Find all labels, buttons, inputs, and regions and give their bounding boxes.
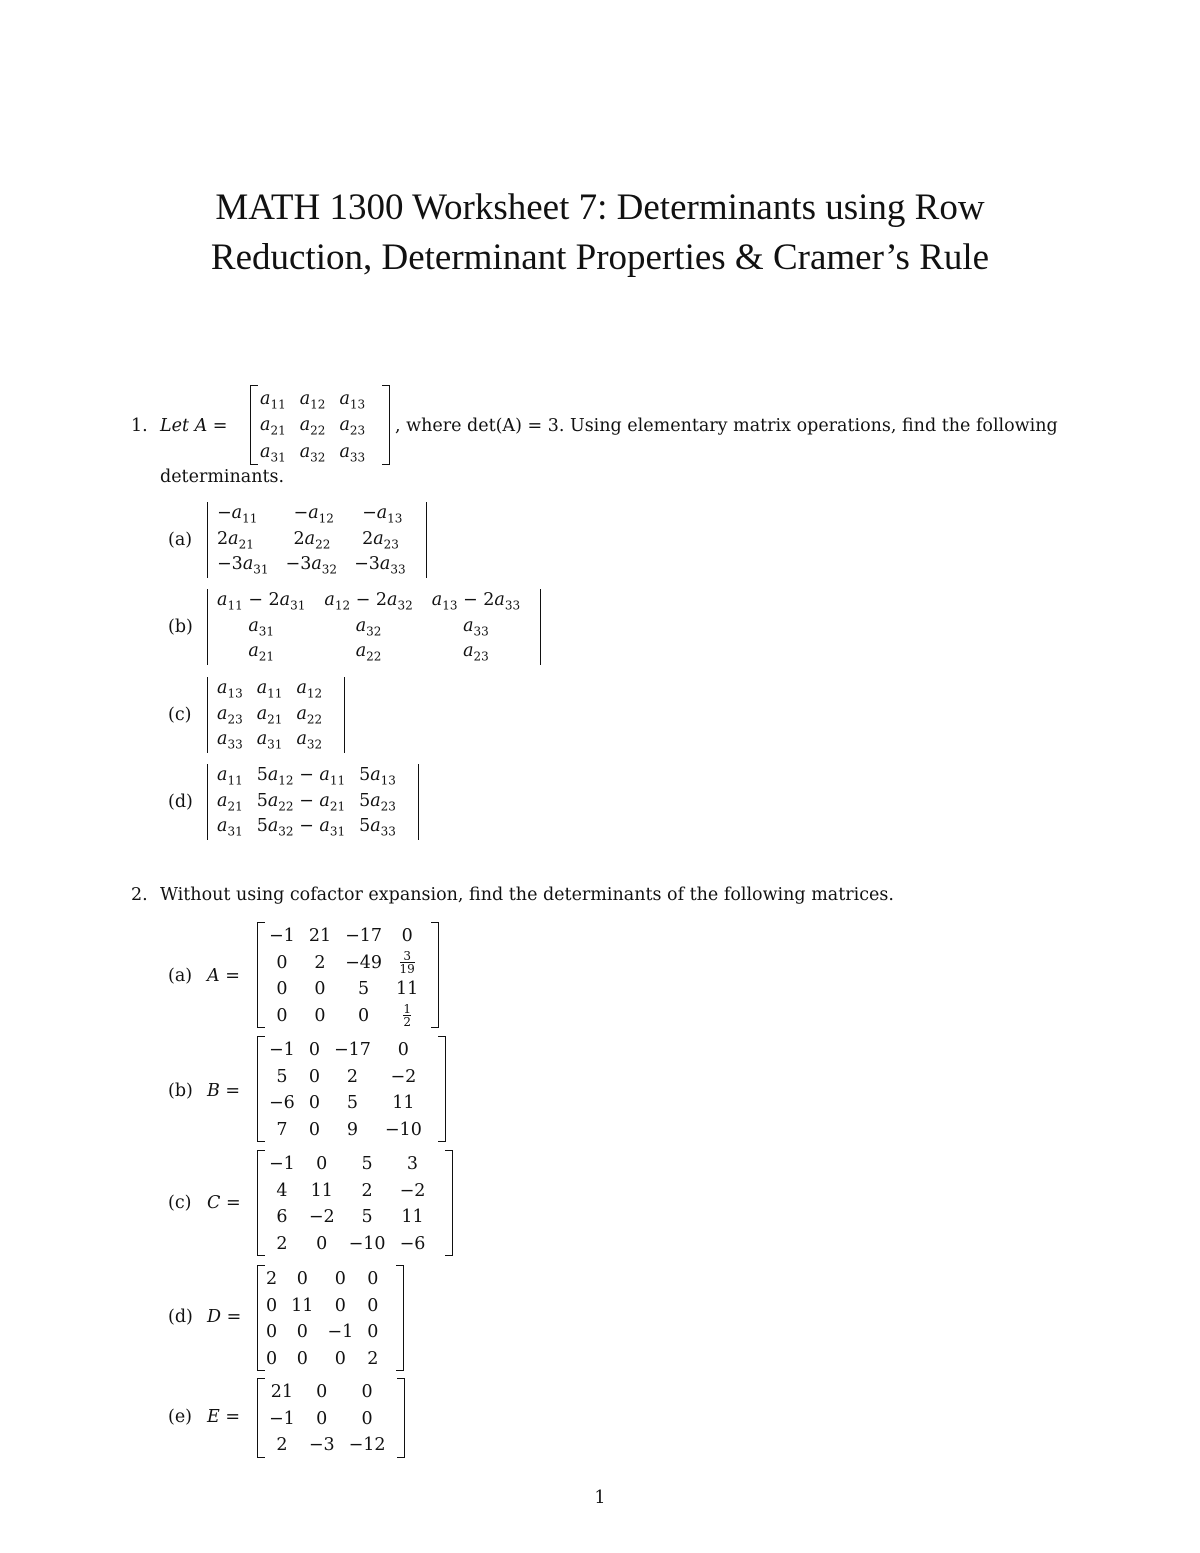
matrix-row <box>210 791 403 817</box>
matrix-cell: $a_{12} - 2a_{32}$ <box>324 590 413 613</box>
matrix-cell: 5 <box>276 1066 288 1087</box>
matrix-row <box>262 976 425 1003</box>
matrix-cell: 0 <box>397 1040 409 1061</box>
matrix-cell: $a_{33}$ <box>463 615 489 638</box>
matrix-cell: $a_{22}$ <box>296 703 323 726</box>
fraction-text: $\frac{3}{19}$ <box>399 949 415 977</box>
matrix-cell: $5a_{13}$ <box>359 765 396 788</box>
matrix-row <box>210 529 413 555</box>
matrix-cell: 21 <box>308 926 332 947</box>
matrix-cell: $a_{11}$ <box>217 765 243 788</box>
matrix-row <box>262 1178 432 1205</box>
matrix-name: A = <box>207 966 240 986</box>
matrix-cell: $a_{32}$ <box>296 729 323 752</box>
matrix-cell: 0 <box>308 1040 320 1061</box>
matrix-row <box>259 1346 385 1373</box>
q2-statement: Without using cofactor expansion, find the determinants of the following matrices. <box>160 885 894 905</box>
matrix-cell: 5 <box>357 979 370 1000</box>
matrix-cell: $a_{21}$ <box>248 641 275 664</box>
matrix-cell: 0 <box>361 1408 373 1429</box>
matrix-cell: −3 <box>308 1435 335 1456</box>
matrix-cell: 0 <box>276 1005 288 1026</box>
matrix-row <box>262 1151 432 1178</box>
matrix-row <box>262 1003 425 1030</box>
matrix-row <box>262 1379 393 1406</box>
matrix-row <box>262 1090 429 1117</box>
q2c-matrix <box>262 1151 432 1257</box>
matrix-cell: $-a_{13}$ <box>362 503 403 526</box>
matrix-cell: $-a_{11}$ <box>217 503 258 526</box>
matrix-cell: 0 <box>314 979 326 1000</box>
matrix-row <box>262 1432 393 1459</box>
q1-let: Let A = <box>160 416 228 436</box>
q2a-matrix <box>262 923 425 1029</box>
matrix-cell: $a_{12}$ <box>299 388 326 411</box>
part-label: (a) <box>168 966 193 986</box>
matrix-cell: −2 <box>308 1207 335 1228</box>
q2-number: 2. <box>131 885 148 905</box>
matrix-row <box>253 388 372 415</box>
fraction <box>403 1003 411 1028</box>
matrix-row <box>210 816 403 842</box>
q2e-matrix <box>262 1379 393 1459</box>
matrix-cell: 7 <box>276 1119 288 1140</box>
q1d-determinant <box>210 765 403 842</box>
matrix-cell: $a_{31}$ <box>248 615 275 638</box>
part-label: (b) <box>168 1081 193 1101</box>
matrix-cell: $a_{13} - 2a_{33}$ <box>431 590 521 613</box>
matrix-row <box>210 641 527 667</box>
matrix-cell: 11 <box>291 1295 314 1316</box>
matrix-cell: 0 <box>308 1066 320 1087</box>
matrix-cell: 0 <box>266 1295 278 1316</box>
part-label: (d) <box>168 792 193 812</box>
matrix-cell: $a_{22}$ <box>299 415 326 438</box>
matrix-cell: 0 <box>334 1295 346 1316</box>
matrix-cell: −1 <box>269 1154 295 1175</box>
q1-number: 1. <box>131 416 148 436</box>
matrix-cell: $a_{31}$ <box>256 729 283 752</box>
matrix-cell: $a_{23}$ <box>463 641 489 664</box>
matrix-cell: $a_{33}$ <box>339 441 366 464</box>
matrix-row <box>262 923 425 950</box>
matrix-cell: $a_{12}$ <box>296 678 323 701</box>
fraction-text: $\frac{1}{2}$ <box>403 1002 411 1030</box>
right-bracket <box>396 1265 404 1371</box>
matrix-cell: 5 <box>346 1093 358 1114</box>
matrix-cell: $5a_{23}$ <box>359 790 396 813</box>
right-bracket <box>382 385 390 465</box>
matrix-cell: 2 <box>361 1180 373 1201</box>
matrix-row <box>262 1204 432 1231</box>
matrix-row <box>210 503 413 529</box>
matrix-row <box>262 1037 429 1064</box>
matrix-row <box>253 415 372 442</box>
matrix-cell: −6 <box>399 1233 426 1254</box>
matrix-cell: 0 <box>367 1322 379 1343</box>
matrix-row <box>253 441 372 468</box>
matrix-cell: 0 <box>266 1322 278 1343</box>
q1-matrix <box>253 388 372 468</box>
matrix-cell: 11 <box>401 1207 424 1228</box>
matrix-cell: −2 <box>390 1066 417 1087</box>
matrix-cell: 5 <box>361 1154 373 1175</box>
fraction <box>400 950 415 975</box>
matrix-cell: $a_{21}$ <box>260 415 286 438</box>
matrix-cell: $a_{23}$ <box>217 703 243 726</box>
matrix-row <box>210 616 527 642</box>
q1c-determinant <box>210 678 329 755</box>
part-label: (a) <box>168 530 193 550</box>
matrix-row <box>262 1406 393 1433</box>
matrix-cell: $a_{31}$ <box>260 441 286 464</box>
matrix-cell: −6 <box>269 1093 295 1114</box>
matrix-cell: 2 <box>314 952 326 973</box>
right-bracket <box>445 1150 453 1256</box>
matrix-cell: $a_{11}$ <box>256 678 283 701</box>
matrix-cell: 0 <box>316 1154 328 1175</box>
matrix-cell: $5a_{32} - a_{31}$ <box>256 816 346 839</box>
q1a-determinant <box>210 503 413 580</box>
matrix-cell: 2 <box>276 1233 288 1254</box>
matrix-cell: $-3a_{32}$ <box>285 554 338 577</box>
matrix-cell: 0 <box>276 952 288 973</box>
matrix-cell: 0 <box>316 1382 328 1403</box>
matrix-cell: 4 <box>276 1180 288 1201</box>
page-number: 1 <box>594 1488 606 1508</box>
matrix-name: C = <box>207 1193 241 1213</box>
matrix-cell: $a_{31}$ <box>217 816 243 839</box>
matrix-cell: 0 <box>266 1348 278 1369</box>
matrix-cell: $a_{23}$ <box>339 415 366 438</box>
matrix-cell: 0 <box>334 1269 346 1290</box>
matrix-cell: $a_{33}$ <box>217 729 243 752</box>
matrix-cell: $a_{13}$ <box>339 388 366 411</box>
matrix-cell: 0 <box>316 1233 328 1254</box>
matrix-row <box>262 950 425 977</box>
matrix-cell: 2 <box>346 1066 358 1087</box>
matrix-cell: 0 <box>314 1005 326 1026</box>
matrix-cell <box>389 1003 425 1030</box>
part-label: (c) <box>168 1193 192 1213</box>
matrix-row <box>210 554 413 580</box>
matrix-cell: $a_{11}$ <box>260 388 286 411</box>
matrix-cell: 9 <box>346 1119 358 1140</box>
q1-statement: , where det(A) = 3. Using elementary matrix operations, find the following <box>395 416 1058 436</box>
matrix-cell: $-3a_{31}$ <box>217 554 269 577</box>
matrix-cell: 11 <box>392 1093 415 1114</box>
matrix-cell: $2a_{21}$ <box>217 528 254 551</box>
matrix-cell: $a_{21}$ <box>256 703 283 726</box>
matrix-cell: $a_{13}$ <box>217 678 243 701</box>
matrix-cell: $a_{21}$ <box>217 790 243 813</box>
part-label: (b) <box>168 617 193 637</box>
matrix-cell: 0 <box>316 1408 328 1429</box>
matrix-cell: $2a_{22}$ <box>293 528 331 551</box>
matrix-cell: $2a_{23}$ <box>362 528 399 551</box>
title-line-2: Reduction, Determinant Properties & Cramer’s Rule <box>210 237 990 278</box>
right-bracket <box>431 922 439 1028</box>
matrix-cell: 0 <box>357 1005 370 1026</box>
matrix-cell: $a_{32}$ <box>355 615 382 638</box>
matrix-cell: 0 <box>296 1348 308 1369</box>
matrix-row <box>210 590 527 616</box>
matrix-row <box>210 729 329 755</box>
matrix-cell: $a_{11} - 2a_{31}$ <box>217 590 306 613</box>
q1-statement-cont: determinants. <box>160 467 285 487</box>
matrix-cell: 5 <box>361 1207 373 1228</box>
matrix-row <box>262 1117 429 1144</box>
matrix-cell: 2 <box>266 1269 278 1290</box>
matrix-cell: 11 <box>310 1180 333 1201</box>
matrix-cell: 0 <box>296 1322 308 1343</box>
title-line-1: MATH 1300 Worksheet 7: Determinants using Row <box>215 187 985 228</box>
matrix-row <box>262 1064 429 1091</box>
matrix-row <box>210 678 329 704</box>
matrix-row <box>259 1266 385 1293</box>
matrix-cell: 6 <box>276 1207 288 1228</box>
matrix-cell: −1 <box>327 1322 354 1343</box>
right-bracket <box>438 1036 446 1142</box>
matrix-cell: 0 <box>308 1119 320 1140</box>
matrix-name: D = <box>207 1307 242 1327</box>
matrix-name: B = <box>207 1081 241 1101</box>
matrix-cell: −1 <box>269 926 295 947</box>
matrix-cell: $-a_{12}$ <box>293 503 334 526</box>
matrix-cell: 0 <box>401 926 413 947</box>
matrix-cell: 0 <box>367 1295 379 1316</box>
matrix-cell: $5a_{33}$ <box>359 816 396 839</box>
matrix-cell: 0 <box>276 979 288 1000</box>
matrix-row <box>259 1293 385 1320</box>
matrix-cell: $5a_{22} - a_{21}$ <box>256 790 346 813</box>
matrix-cell <box>389 950 425 977</box>
matrix-cell: $a_{22}$ <box>355 641 382 664</box>
matrix-cell: 0 <box>308 1093 320 1114</box>
right-bracket <box>397 1378 405 1458</box>
matrix-cell: −10 <box>384 1119 422 1140</box>
matrix-cell: 0 <box>361 1382 373 1403</box>
q2d-matrix <box>259 1266 385 1372</box>
part-label: (d) <box>168 1307 193 1327</box>
part-label: (e) <box>168 1407 193 1427</box>
matrix-cell: −10 <box>348 1233 386 1254</box>
matrix-cell: −12 <box>348 1435 386 1456</box>
part-label: (c) <box>168 705 192 725</box>
matrix-cell: 2 <box>367 1348 379 1369</box>
matrix-cell: 0 <box>367 1269 379 1290</box>
matrix-cell: −49 <box>345 952 383 973</box>
matrix-cell: −1 <box>269 1040 295 1061</box>
matrix-cell: $5a_{12} - a_{11}$ <box>256 765 346 788</box>
matrix-name: E = <box>207 1407 241 1427</box>
matrix-cell: 11 <box>396 979 419 1000</box>
matrix-cell: $-3a_{33}$ <box>354 554 406 577</box>
matrix-cell: 2 <box>276 1435 288 1456</box>
matrix-row <box>259 1319 385 1346</box>
matrix-row <box>210 704 329 730</box>
matrix-cell: −2 <box>399 1180 426 1201</box>
q1b-determinant <box>210 590 527 667</box>
matrix-cell: 0 <box>296 1269 308 1290</box>
matrix-cell: −17 <box>333 1040 371 1061</box>
matrix-cell: $a_{32}$ <box>299 441 326 464</box>
matrix-cell: −17 <box>345 926 383 947</box>
matrix-cell: 3 <box>406 1154 419 1175</box>
matrix-cell: 0 <box>334 1348 346 1369</box>
matrix-cell: 21 <box>270 1382 294 1403</box>
q2b-matrix <box>262 1037 429 1143</box>
matrix-cell: −1 <box>269 1408 295 1429</box>
matrix-row <box>262 1231 432 1258</box>
matrix-row <box>210 765 403 791</box>
